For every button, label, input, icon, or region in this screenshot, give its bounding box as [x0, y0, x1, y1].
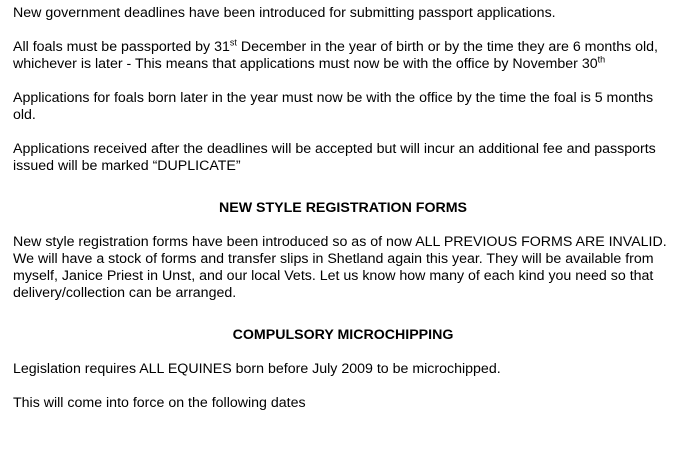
- paragraph-registration-forms: New style registration forms have been introduced so as of now ALL PREVIOUS FORMS ARE INVALID. We will have a stock of forms and transfer slips in Shetland again this year. They will be available from myself, Janice Priest in Unst, and our local Vets. Let us know how many of each kind you need so that delivery/collection can be arranged.: [13, 234, 667, 301]
- paragraph-microchip-legislation: Legislation requires ALL EQUINES born before July 2009 to be microchipped.: [13, 361, 501, 377]
- paragraph-foal-passport-deadline: [13, 39, 673, 73]
- paragraph-late-foals: Applications for foals born later in the year must now be with the office by the time the foal is 5 months old.: [13, 90, 654, 123]
- spacer: [13, 302, 673, 327]
- paragraph-late-applications: Applications received after the deadlines will be accepted but will incur an additional fee and passports issued will be marked “DUPLICATE”: [13, 141, 656, 174]
- heading-registration-forms: NEW STYLE REGISTRATION FORMS: [218, 200, 468, 216]
- document-page: [13, 5, 673, 412]
- paragraph-dates-intro: This will come into force on the following dates: [13, 395, 306, 411]
- spacer: [13, 217, 673, 234]
- spacer: [13, 22, 673, 39]
- paragraph-deadlines-intro: New government deadlines have been introduced for submitting passport applications.: [13, 5, 556, 21]
- text-part: All foals must be passported by 31: [13, 39, 230, 55]
- spacer: [13, 124, 673, 141]
- spacer: [13, 73, 673, 90]
- heading-microchipping: COMPULSORY MICROCHIPPING: [232, 327, 454, 343]
- spacer: [13, 378, 673, 395]
- superscript: th: [597, 54, 606, 65]
- spacer: [13, 175, 673, 200]
- superscript: st: [229, 37, 237, 48]
- spacer: [13, 344, 673, 361]
- text-part: December in the year of birth or by the time they are 6 months old, whichever is later - This means that applications must now be with the office by November 30: [13, 39, 658, 72]
